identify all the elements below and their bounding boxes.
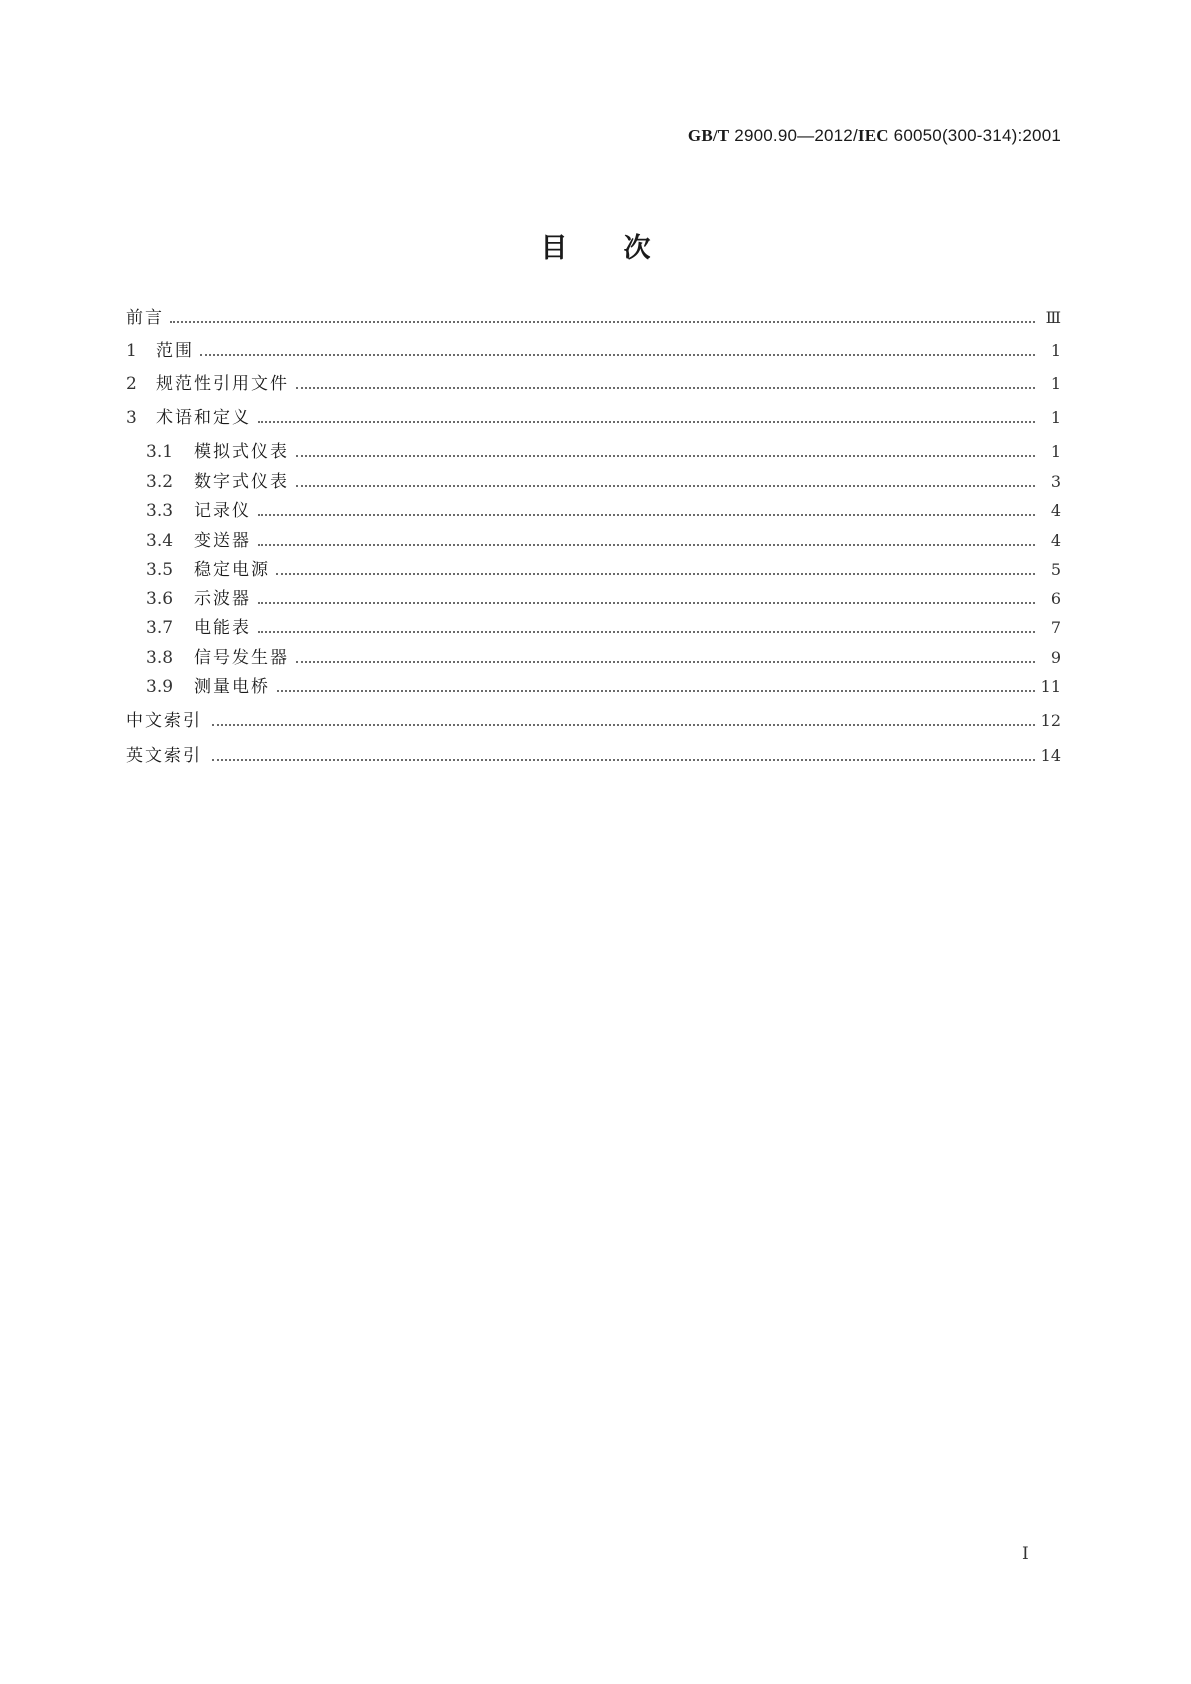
dot-leader [258,602,1035,604]
dot-leader [200,354,1035,356]
toc-entry-number: 3.4 [146,531,174,551]
dot-leader [170,321,1035,323]
toc-entry-page: 1 [1047,339,1061,363]
toc-entry-label: 信号发生器 [194,648,289,668]
toc-entry-chinese-index[interactable] [0,709,1191,733]
dot-leader [296,661,1035,663]
dot-leader [258,544,1035,546]
dot-leader [296,455,1035,457]
toc-entry-page: Ⅲ [1042,306,1061,330]
standard-code-header [688,126,1061,146]
dot-leader [212,724,1035,726]
toc-entry-preface[interactable] [0,306,1191,330]
toc-entry-number: 3.1 [146,442,174,462]
toc-entry-page: 1 [1047,440,1061,464]
toc-entry-number: 2 [126,374,137,394]
toc-entry-page: 14 [1037,744,1061,768]
toc-entry-page: 12 [1037,709,1061,733]
toc-entry-page: 11 [1037,675,1061,699]
dot-leader [258,421,1035,423]
dot-leader [212,759,1035,761]
toc-entry-normative-references[interactable] [0,372,1191,396]
toc-title: 目次 [540,233,707,264]
toc-entry-page: 9 [1047,646,1061,670]
toc-entry-page: 1 [1047,406,1061,430]
toc-entry-label: 范围 [156,341,194,361]
toc-entry-label: 数字式仪表 [194,472,289,492]
iec-reference: 60050(300-314):2001 [893,126,1061,145]
toc-entry-label: 术语和定义 [156,408,251,428]
toc-entry-number: 3.3 [146,501,174,521]
toc-entry-page: 3 [1047,470,1061,494]
toc-entry-page: 1 [1047,372,1061,396]
toc-entry-scope[interactable] [0,339,1191,363]
toc-entry-3-1[interactable] [0,440,1191,464]
toc-entry-page: 6 [1047,587,1061,611]
toc-entry-label: 模拟式仪表 [194,442,289,462]
toc-entry-3-7[interactable] [0,616,1191,640]
dot-leader [272,690,1035,692]
toc-entry-label: 记录仪 [194,501,251,521]
standard-prefix: GB/T [687,126,730,145]
dot-leader [258,514,1035,516]
toc-entry-label: 电能表 [194,618,251,638]
toc-entry-terms-definitions[interactable] [0,406,1191,430]
toc-entry-number: 3.2 [146,472,174,492]
toc-entry-number: 3.6 [146,589,174,609]
toc-entry-3-9[interactable] [0,675,1191,699]
standard-number: 2900.90—2012/ [734,126,858,145]
toc-entry-page: 7 [1047,616,1061,640]
toc-entry-label: 稳定电源 [194,560,270,580]
toc-entry-label: 前言 [126,308,164,328]
toc-entry-label: 测量电桥 [194,677,270,697]
toc-entry-label: 中文索引 [126,711,202,731]
toc-entry-page: 4 [1047,529,1061,553]
toc-entry-number: 1 [126,341,137,361]
toc-entry-label: 变送器 [194,531,251,551]
dot-leader [258,631,1035,633]
toc-entry-number: 3.8 [146,648,174,668]
page-number: I [1022,1544,1029,1564]
toc-entry-3-3[interactable] [0,499,1191,523]
toc-entry-page: 4 [1047,499,1061,523]
toc-entry-number: 3.9 [146,677,174,697]
toc-entry-3-6[interactable] [0,587,1191,611]
toc-entry-number: 3 [126,408,137,428]
toc-entry-page: 5 [1047,558,1061,582]
toc-entry-english-index[interactable] [0,744,1191,768]
toc-entry-label: 英文索引 [126,746,202,766]
toc-entry-number: 3.5 [146,560,174,580]
dot-leader [296,387,1035,389]
dot-leader [296,485,1035,487]
iec-prefix: IEC [857,126,889,145]
toc-entry-3-2[interactable] [0,470,1191,494]
toc-entry-label: 示波器 [194,589,251,609]
toc-entry-number: 3.7 [146,618,174,638]
dot-leader [276,573,1035,575]
toc-entry-label: 规范性引用文件 [156,374,289,394]
toc-entry-3-4[interactable] [0,529,1191,553]
toc-entry-3-5[interactable] [0,558,1191,582]
toc-entry-3-8[interactable] [0,646,1191,670]
